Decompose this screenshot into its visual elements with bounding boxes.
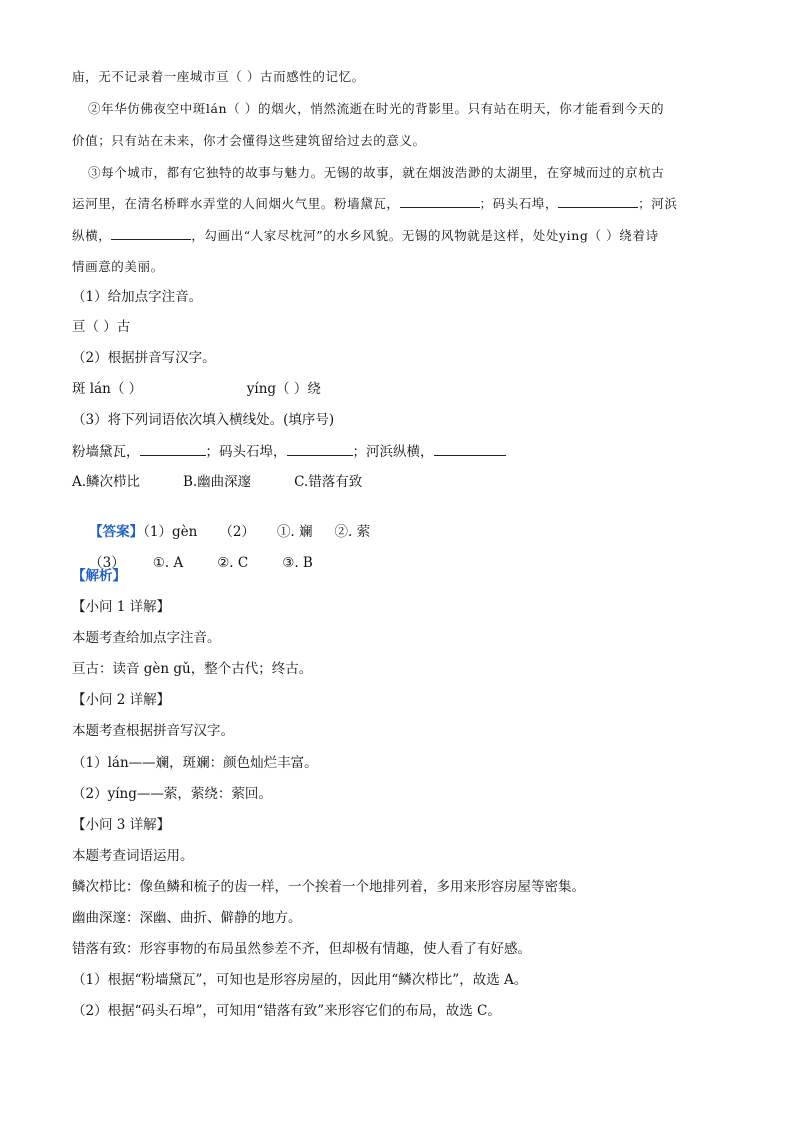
passage-line: ③每个城市，都有它独特的故事与魅力。无锡的故事，就在烟波浩渺的太湖里，在穿城而过的京杭古 bbox=[88, 165, 665, 180]
passage-text: 运河里，在清名桥畔水弄堂的人间烟火气里。粉墙黛瓦， bbox=[72, 196, 400, 211]
passage-line: 情画意的美丽。 bbox=[72, 259, 164, 274]
analysis-text: （1）根据“粉墙黛瓦”，可知也是形容房屋的，因此用“鳞次栉比”，故选 A。 bbox=[72, 972, 528, 988]
question-3-text: 粉墙黛瓦， bbox=[72, 444, 140, 460]
answer-text: ①. A bbox=[152, 555, 184, 571]
question-3-blanks bbox=[72, 442, 724, 461]
question-1-item: 亘（ ）古 bbox=[72, 319, 131, 335]
analysis-text: （2）yíng——萦，萦绕：萦回。 bbox=[72, 786, 272, 802]
question-2-item-b: yíng（ ）绕 bbox=[246, 381, 321, 397]
fill-blank bbox=[400, 194, 480, 208]
passage-text: 纵横， bbox=[72, 228, 112, 243]
analysis-tag-text: 【解析】 bbox=[72, 568, 126, 584]
analysis-tag bbox=[72, 567, 724, 585]
passage-line: 庙，无不记录着一座城市亘（ ）古而感性的记忆。 bbox=[72, 69, 365, 84]
analysis-text: 错落有致：形容事物的布局虽然参差不齐，但却极有情趣，使人看了有好感。 bbox=[72, 941, 531, 957]
answer-text: ②. C bbox=[217, 555, 249, 571]
question-1: （1）给加点字注音。 bbox=[72, 289, 203, 305]
answer-text: ②. 萦 bbox=[334, 524, 371, 540]
analysis-text: 本题考查根据拼音写汉字。 bbox=[72, 723, 234, 739]
passage-text: ；码头石埠， bbox=[479, 196, 559, 211]
question-2-items bbox=[72, 380, 724, 398]
answer-text: （2） bbox=[219, 524, 255, 540]
question-3-text: ；码头石埠， bbox=[205, 444, 287, 460]
analysis-text: 本题考查给加点字注音。 bbox=[72, 630, 221, 646]
fill-blank bbox=[287, 442, 353, 456]
analysis-text: 鳞次栉比：像鱼鳞和梳子的齿一样，一个挨着一个地排列着，多用来形容房屋等密集。 bbox=[72, 879, 585, 895]
question-3-options: A.鳞次栉比 B.幽曲深邃 C.错落有致 bbox=[72, 474, 363, 490]
section-title: 【小问 3 详解】 bbox=[72, 817, 171, 833]
analysis-text: 幽曲深邃：深幽、曲折、僻静的地方。 bbox=[72, 910, 302, 926]
passage-text: ；河浜 bbox=[638, 196, 678, 211]
analysis-text: （1）lán——斓，斑斓：颜色灿烂丰富。 bbox=[72, 755, 318, 771]
passage-line: ②年华仿佛夜空中斑lán（ ）的烟火，悄然流逝在时光的背影里。只有站在明天，你才能看到今天的 bbox=[88, 101, 665, 116]
passage-line bbox=[72, 226, 724, 245]
answer-text: ③. B bbox=[282, 555, 313, 571]
fill-blank bbox=[111, 226, 191, 240]
question-3-text: ；河浜纵横， bbox=[352, 444, 434, 460]
question-2-item-a: 斑 lán（ ） bbox=[72, 381, 143, 397]
passage-line bbox=[72, 194, 724, 213]
fill-blank bbox=[558, 194, 638, 208]
passage-text: ，勾画出“人家尽枕河”的水乡风貌。无锡的风物就是这样，处处ying（ ）绕着诗 bbox=[191, 228, 659, 243]
fill-blank bbox=[140, 442, 206, 456]
passage-line: 价值；只有站在未来，你才会懂得这些建筑留给过去的意义。 bbox=[72, 133, 426, 148]
answer-tag: 【答案】 bbox=[89, 524, 144, 540]
question-2: （2）根据拼音写汉字。 bbox=[72, 350, 216, 366]
section-title: 【小问 2 详解】 bbox=[72, 692, 171, 708]
analysis-text: 本题考查词语运用。 bbox=[72, 848, 194, 864]
analysis-text: 亘古：读音 gèn gǔ，整个古代；终古。 bbox=[72, 661, 313, 677]
answer-text: （3） bbox=[89, 555, 125, 571]
answer-text: （1）gèn bbox=[143, 524, 198, 540]
analysis-text: （2）根据“码头石埠”，可知用“错落有致”来形容它们的布局，故选 C。 bbox=[72, 1003, 501, 1019]
fill-blank bbox=[434, 442, 506, 456]
answer-text: ①. 斓 bbox=[276, 524, 313, 540]
section-title: 【小问 1 详解】 bbox=[72, 599, 171, 615]
question-3: （3）将下列词语依次填入横线处。(填序号) bbox=[72, 412, 335, 428]
